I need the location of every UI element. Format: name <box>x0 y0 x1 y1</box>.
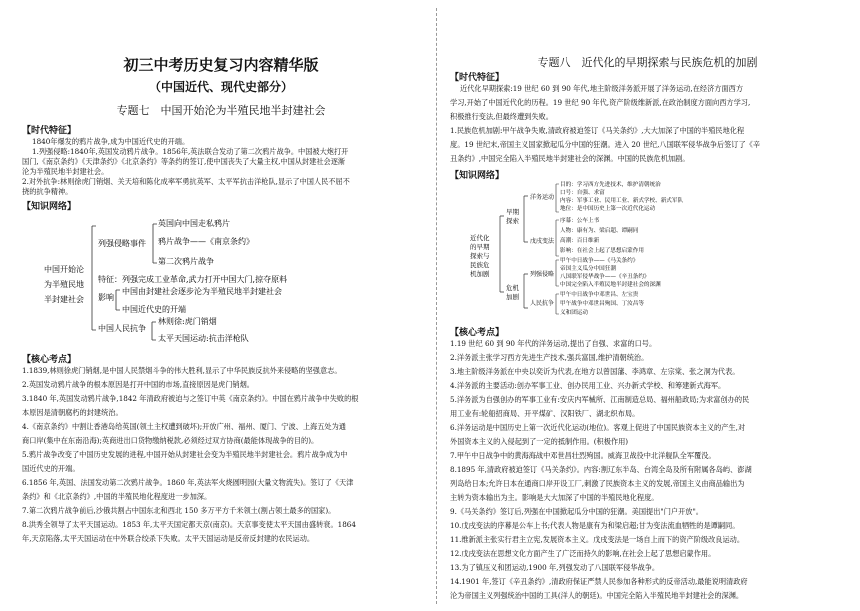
text-line: 用工业有:轮船招商局、开平煤矿、汉阳铁厂、湖北织布局。 <box>450 409 640 418</box>
diagram-branch: 特征：列强完成工业革命,武力打开中国大门,掠夺原料 <box>98 275 288 284</box>
text-line: 1.列强侵略:1840年,英国发动鸦片战争。1856年,英法联合发动了第二次鸦片战争。中国被大炮打开 <box>32 147 349 156</box>
text-line: 1840年爆发的鸦片战争,成为中国近代史的开端。 <box>32 137 190 146</box>
diagram-leaf: 太平天国运动:抗击洋枪队 <box>158 334 249 342</box>
text-line: 9.《马关条约》签订后,列强在中国掀起瓜分中国的狂潮。美国提出"门户开放"。 <box>450 507 703 516</box>
text-line: 沦为半殖民地半封建社会。 <box>22 167 109 176</box>
section-heading: 【时代特征】 <box>450 73 505 83</box>
text-line: 1.民族危机加剧:甲午战争失败,清政府被迫签订《马关条约》,大大加深了中国的半殖民地化程 <box>450 126 745 135</box>
text-line: 4.洋务派的主要活动:创办军事工业、创办民用工业、兴办新式学校、和筹建新式海军。 <box>450 381 726 390</box>
diagram-leaf: 义和团运动 <box>560 310 588 316</box>
text-line: 13.为了镇压义和团运动,1900 年,列强发动了八国联军侵华战争。 <box>450 563 660 572</box>
text-line: 3.地主阶级洋务派在中央以奕䜣为代表,在地方以曾国藩、李鸿章、左宗棠、张之洞为代表。 <box>450 367 740 376</box>
topic-title: 专题七 中国开始沦为半殖民地半封建社会 <box>116 104 326 117</box>
text-line: 商口岸(集中在东南沿海);英商进出口货物缴纳税款,必须经过双方协商(最能体现战争的目的)。 <box>22 436 319 445</box>
text-line: 3.1840 年,英国发动鸦片战争,1842 年清政府被迫与之签订中英《南京条约》。中国在鸦片战争中失败的根 <box>22 394 359 403</box>
diagram-branch: 戊戌变法 <box>530 238 555 245</box>
diagram-root: 为半殖民地 <box>44 280 84 289</box>
diagram-leaf: 八国联军侵华战争——《辛丑条约》 <box>560 274 650 280</box>
text-line: 1.1839,林则徐虎门销烟,是中国人民禁烟斗争的伟大胜利,显示了中华民族反抗外来侵略的坚强意志。 <box>22 366 342 375</box>
diagram-leaf: 甲午战争中邓世昌殉国、丁汝昌等 <box>560 301 644 307</box>
text-line: 12.戊戌变法在思想文化方面产生了广泛而持久的影响,在社会上起了思想启蒙作用。 <box>450 549 716 558</box>
diagram-leaf: 第二次鸦片战争 <box>158 257 214 266</box>
section-heading: 【核心考点】 <box>450 328 505 338</box>
text-line: 度。19 世纪末,帝国主义国家掀起瓜分中国的狂潮。进入 20 世纪,八国联军侵华战争后签订了《辛 <box>450 140 761 149</box>
topic-title: 专题八 近代化的早期探索与民族危机的加剧 <box>537 56 758 69</box>
text-line: 沦为帝国主义列强统治中国的工具(洋人的朝廷)。中国完全陷入半殖民地半封建社会的深渊。 <box>450 591 744 600</box>
text-line: 6.1856 年,英国、法国发动第二次鸦片战争。1860 年,英法军火烧圆明园(大量文物流失)。签订了《天津 <box>22 478 354 487</box>
diagram-leaf: 英国向中国走私鸦片 <box>158 219 230 228</box>
text-line: 6.洋务运动是中国历史上第一次近代化运动(地位)。客观上促进了中国民族资本主义的产生,对 <box>450 423 746 432</box>
diagram-leaf: 地位：是中国历史上第一次近代化运动 <box>560 206 656 212</box>
diagram-branch: 洋务运动 <box>530 194 555 201</box>
text-line: 4.《南京条约》中割让香港岛给英国(领土主权遭到破坏);开放广州、福州、厦门、宁波、上海五处为通 <box>22 422 346 431</box>
diagram-branch: 早期 <box>506 208 519 216</box>
column-divider <box>436 8 437 604</box>
text-line: 积极推行变法,但最终遭到失败。 <box>450 112 553 121</box>
text-line: 丑条约》,中国完全陷入半殖民地半封建社会的深渊。中国的民族危机加剧。 <box>450 154 690 163</box>
main-title: 初三中考历史复习内容精华版 <box>123 56 319 74</box>
text-line: 8.洪秀全领导了太平天国运动。1853 年,太平天国定都天京(南京)。天京事变使太平天国由盛转衰。1864 <box>22 520 356 529</box>
text-line: 11.维新派主张实行君主立宪,发展资本主义。戊戌变法是一场自上而下的资产阶级改良运动。 <box>450 535 745 544</box>
text-line: 5.鸦片战争改变了中国历史发展的进程,中国开始从封建社会变为半殖民地半封建社会。鸦片战争成为中 <box>22 450 348 459</box>
diagram-branch: 中国人民抗争 <box>98 324 146 333</box>
diagram-leaf: 林则徐:虎门销烟 <box>158 317 217 326</box>
right-column <box>450 0 845 611</box>
diagram-branch: 列强侵略事件 <box>98 239 146 248</box>
diagram-branch: 危机 <box>506 284 519 292</box>
diagram-leaf: 序幕：公车上书 <box>560 218 600 224</box>
diagram-root: 半封建社会 <box>44 295 84 304</box>
diagram-root: 的早期 <box>470 243 490 251</box>
text-line: 2.洋务派主张学习西方先进生产技术,强兵富国,维护清朝统治。 <box>450 353 649 362</box>
subtitle: （中国近代、现代史部分） <box>148 80 293 94</box>
diagram-branch: 加剧 <box>506 293 519 301</box>
text-line: 列岛给日本;允许日本在通商口岸开设工厂,刺激了民族资本主义的发展,帝国主义由商品输出为 <box>450 479 745 488</box>
text-line: 主转为资本输出为主。影响是大大加深了中国的半殖民地化程度。 <box>450 493 659 502</box>
text-line: 国近代史的开端。 <box>22 464 80 473</box>
text-line: 国门,《南京条约》《天津条约》《北京条约》等条约的签订,使中国丧失了大量主权,中国从封建社会逐渐 <box>22 157 346 166</box>
knowledge-network-diagram <box>470 180 730 320</box>
text-line: 10.戊戌变法的序幕是公车上书;代表人物是康有为和梁启超;甘为变法流血牺牲的是谭嗣同。 <box>450 521 740 530</box>
diagram-root: 民族危 <box>470 261 490 269</box>
diagram-root: 探索与 <box>470 252 490 260</box>
text-line: 外国资本主义的入侵起到了一定的抵制作用。(积极作用) <box>450 437 629 446</box>
diagram-leaf: 人物：康有为、梁启超、谭嗣同 <box>560 228 639 234</box>
diagram-leaf: 甲午中日战争中邓世昌、左宝贵 <box>560 292 639 298</box>
text-line: 年,天京陷落,太平天国运动在中外联合绞杀下失败。太平天国运动是反帝反封建的农民运动。 <box>22 534 315 543</box>
diagram-leaf: 中国近代史的开端 <box>122 305 186 314</box>
text-line: 条约》和《北京条约》,中国的半殖民地化程度进一步加深。 <box>22 492 212 501</box>
text-line: 学习,开始了中国近代化的历程。19 世纪 90 年代,资产阶级维新派,在政治制度方面向西方学习, <box>450 98 751 107</box>
text-line: 7.甲午中日战争中的黄海海战中邓世昌壮烈殉国。威海卫战役中北洋舰队全军覆没。 <box>450 451 716 460</box>
diagram-leaf: 内容：军事工业、民用工业、新式学校、新式军队 <box>560 198 684 204</box>
text-line: 近代化早期探索:19 世纪 60 到 90 年代,地主阶级洋务派开展了洋务运动,在经济方面西方 <box>460 84 744 93</box>
knowledge-network-diagram <box>40 212 340 342</box>
diagram-leaf: 目的：学习西方先进技术，维护清朝统治 <box>560 182 661 188</box>
diagram-root: 中国开始沦 <box>44 265 84 274</box>
left-column <box>22 0 420 611</box>
text-line: 14.1901 年,签订《辛丑条约》,清政府保证严禁人民参加各种形式的反帝活动,最能说明清政府 <box>450 577 748 586</box>
diagram-root: 机加剧 <box>470 270 490 278</box>
diagram-leaf: 甲午中日战争——《马关条约》 <box>560 258 639 264</box>
diagram-leaf: 高潮：百日维新 <box>560 238 600 244</box>
diagram-leaf: 影响：在社会上起了思想启蒙作用 <box>560 248 644 254</box>
diagram-leaf: 鸦片战争——《南京条约》 <box>158 237 254 246</box>
text-line: 挠的抗争精神。 <box>22 187 73 196</box>
diagram-leaf: 口号：自强、求富 <box>560 190 605 196</box>
diagram-leaf: 帝国主义瓜分中国狂潮 <box>560 266 616 272</box>
text-line: 7.第二次鸦片战争前后,沙俄共割占中国东北和西北 150 多万平方千米领土(割占领土最多的国家)。 <box>22 506 336 515</box>
text-line: 5.洋务派为自强创办的军事工业有:安庆内军械所、江南制造总局、福州船政局;为求富创办的民 <box>450 395 750 404</box>
section-heading: 【核心考点】 <box>22 355 77 365</box>
diagram-branch: 人民抗争 <box>530 300 555 307</box>
text-line: 本原因是清朝腐朽的封建统治。 <box>22 408 123 417</box>
diagram-branch: 影响 <box>98 293 114 302</box>
diagram-branch: 探索 <box>506 217 519 225</box>
text-line: 2.对外抗争:林则徐虎门销烟、关天培和陈化成率军勇抗英军、太平军抗击洋枪队,显示了中国人民不屈不 <box>22 177 350 186</box>
text-line: 1.19 世纪 60 到 90 年代的洋务运动,提出了自强、求富的口号。 <box>450 339 657 348</box>
section-heading: 【知识网络】 <box>450 171 505 181</box>
diagram-root: 近代化 <box>470 234 490 242</box>
diagram-leaf: 中国由封建社会逐步沦为半殖民地半封建社会 <box>122 287 282 296</box>
diagram-leaf: 中国完全陷入半殖民地半封建社会的深渊 <box>560 282 661 288</box>
section-heading: 【知识网络】 <box>22 202 77 212</box>
diagram-branch: 列强侵略 <box>530 271 555 278</box>
text-line: 2.英国发动鸦片战争的根本原因是打开中国的市场,直接原因是虎门销烟。 <box>22 380 254 389</box>
text-line: 8.1895 年,清政府被迫签订《马关条约》。内容:割辽东半岛、台湾全岛及所有附属各岛屿、澎湖 <box>450 465 752 474</box>
section-heading: 【时代特征】 <box>22 126 77 136</box>
